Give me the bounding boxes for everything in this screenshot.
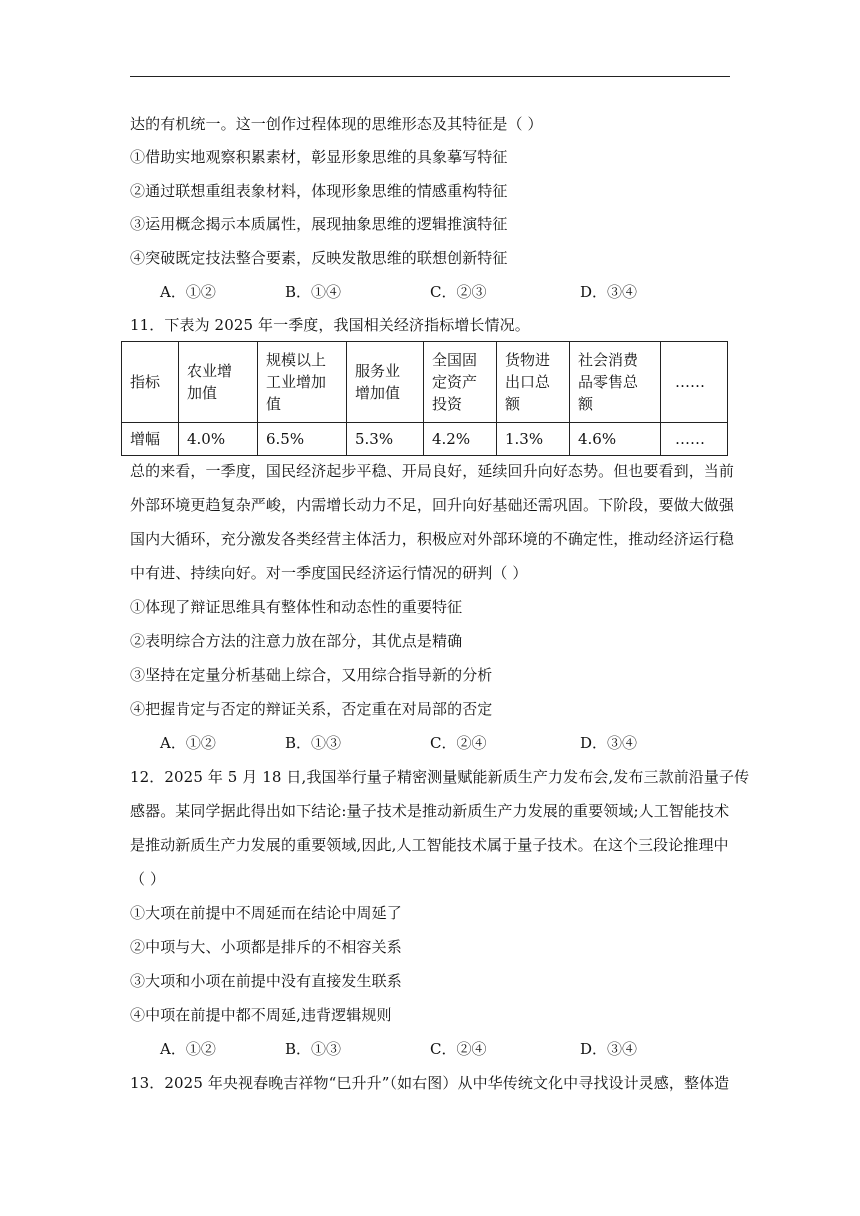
table-row — [122, 423, 728, 456]
table-cell: 增幅 — [122, 423, 179, 456]
table-header-cell: 货物进 出口总 额 — [497, 342, 570, 423]
q11-option-b[interactable]: B．①③ — [285, 734, 342, 752]
table-header-cell: 规模以上 工业增加 值 — [258, 342, 347, 423]
q10-item-3: ③运用概念揭示本质属性，展现抽象思维的逻辑推演特征 — [130, 215, 508, 233]
q12-item-4: ④中项在前提中都不周延,违背逻辑规则 — [130, 1006, 392, 1024]
q12-option-d[interactable]: D．③④ — [580, 1040, 638, 1058]
q11-option-d[interactable]: D．③④ — [580, 734, 638, 752]
q11-paragraph-line: 中有进、持续向好。对一季度国民经济运行情况的研判（ ） — [130, 564, 528, 582]
q11-item-2: ②表明综合方法的注意力放在部分，其优点是精确 — [130, 632, 463, 650]
q10-item-4: ④突破既定技法整合要素，反映发散思维的联想创新特征 — [130, 249, 508, 267]
q12-option-c[interactable]: C．②④ — [430, 1040, 487, 1058]
table-header-cell: 全国固 定资产 投资 — [424, 342, 497, 423]
q11-item-4: ④把握肯定与否定的辩证关系，否定重在对局部的否定 — [130, 700, 493, 718]
q12-stem-line: （ ） — [130, 870, 166, 888]
q12-stem-line: 感器。某同学据此得出如下结论:量子技术是推动新质生产力发展的重要领域;人工智能技术 — [130, 802, 730, 820]
q12-item-2: ②中项与大、小项都是排斥的不相容关系 — [130, 938, 402, 956]
q12-item-3: ③大项和小项在前提中没有直接发生联系 — [130, 972, 402, 990]
header-rule — [130, 76, 730, 77]
q11-paragraph-line: 总的来看，一季度，国民经济起步平稳、开局良好，延续回升向好态势。但也要看到，当前 — [130, 462, 735, 480]
q12-option-b[interactable]: B．①③ — [285, 1040, 342, 1058]
q12-stem-line: 12．2025 年 5 月 18 日,我国举行量子精密测量赋能新质生产力发布会,发布三款前沿量子传 — [130, 768, 750, 786]
q11-stem: 11．下表为 2025 年一季度，我国相关经济指标增长情况。 — [130, 316, 530, 334]
table-header-cell: 社会消费 品零售总 额 — [570, 342, 661, 423]
q10-stem-tail: 达的有机统一。这一创作过程体现的思维形态及其特征是（ ） — [130, 115, 543, 133]
q10-option-c[interactable]: C．②③ — [430, 283, 487, 301]
q13-stem: 13．2025 年央视春晚吉祥物“巳升升”（如右图）从中华传统文化中寻找设计灵感，整体造 — [130, 1074, 730, 1092]
q10-option-b[interactable]: B．①④ — [285, 283, 342, 301]
q11-paragraph-line: 国内大循环，充分激发各类经营主体活力，积极应对外部环境的不确定性，推动经济运行稳 — [130, 530, 735, 548]
table-cell: 4.6% — [570, 423, 661, 456]
q12-stem-line: 是推动新质生产力发展的重要领域,因此,人工智能技术属于量子技术。在这个三段论推理中 — [130, 836, 729, 854]
q11-item-1: ①体现了辩证思维具有整体性和动态性的重要特征 — [130, 598, 463, 616]
table-header-cell: …… — [661, 342, 728, 423]
q10-item-2: ②通过联想重组表象材料，体现形象思维的情感重构特征 — [130, 182, 508, 200]
q12-option-a[interactable]: A．①② — [160, 1040, 216, 1058]
table-header-row — [122, 342, 728, 423]
table-cell: 1.3% — [497, 423, 570, 456]
table-header-cell: 农业增 加值 — [179, 342, 258, 423]
table-cell: 5.3% — [347, 423, 424, 456]
q10-item-1: ①借助实地观察积累素材，彰显形象思维的具象摹写特征 — [130, 148, 508, 166]
q10-option-d[interactable]: D．③④ — [580, 283, 638, 301]
q11-paragraph-line: 外部环境更趋复杂严峻，内需增长动力不足，回升向好基础还需巩固。下阶段，要做大做强 — [130, 496, 735, 514]
q11-item-3: ③坚持在定量分析基础上综合，又用综合指导新的分析 — [130, 666, 493, 684]
q11-option-c[interactable]: C．②④ — [430, 734, 487, 752]
q10-option-a[interactable]: A．①② — [160, 283, 216, 301]
economic-indicator-table — [121, 341, 728, 456]
table-header-cell: 指标 — [122, 342, 179, 423]
table-cell: 4.0% — [179, 423, 258, 456]
table-cell: …… — [661, 423, 728, 456]
q11-option-a[interactable]: A．①② — [160, 734, 216, 752]
table-cell: 6.5% — [258, 423, 347, 456]
q12-item-1: ①大项在前提中不周延而在结论中周延了 — [130, 904, 402, 922]
table-cell: 4.2% — [424, 423, 497, 456]
table-header-cell: 服务业 增加值 — [347, 342, 424, 423]
